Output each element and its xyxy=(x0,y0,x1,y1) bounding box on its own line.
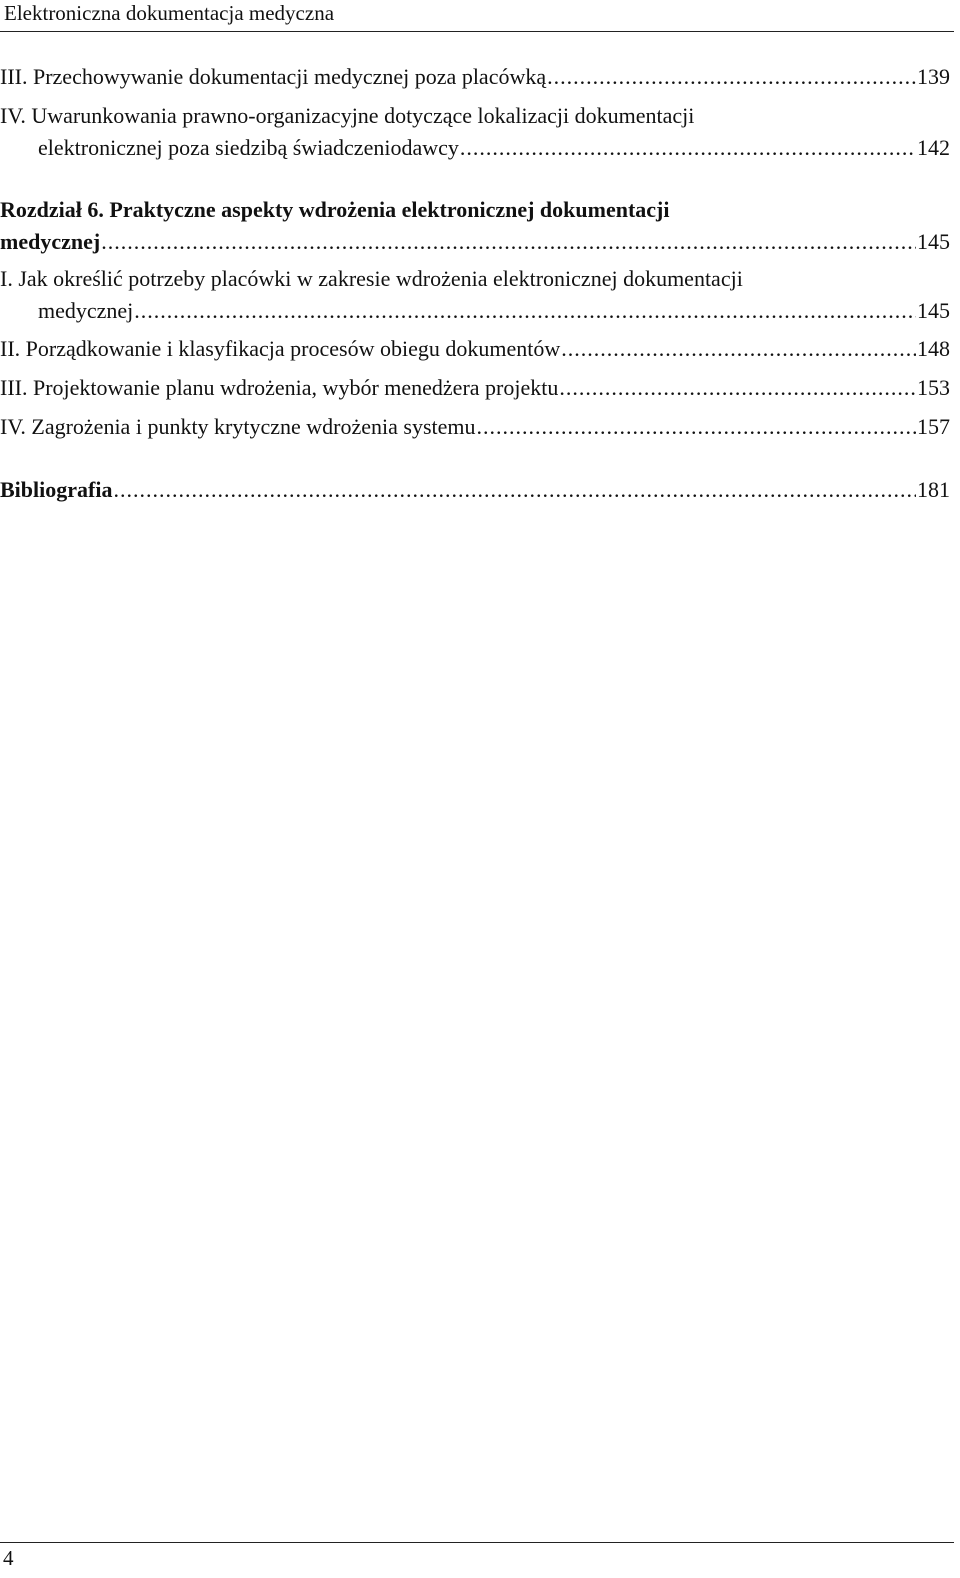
toc-entry-title: Porządkowanie i klasyfikacja procesów obiegu dokumentów xyxy=(25,336,561,361)
toc-chapter[interactable] xyxy=(0,195,950,225)
toc-chapter-title-line1: Rozdział 6. Praktyczne aspekty wdrożenia elektronicznej dokumentacji xyxy=(0,197,670,222)
toc-entry[interactable] xyxy=(0,412,950,442)
toc-entry[interactable] xyxy=(0,373,950,403)
toc-chapter-continuation[interactable] xyxy=(0,227,950,257)
dot-leader xyxy=(561,334,916,364)
toc-entry-page: 153 xyxy=(917,375,950,400)
toc-entry-title: Zagrożenia i punkty krytyczne wdrożenia systemu xyxy=(31,414,476,439)
header-rule xyxy=(0,31,954,32)
footer-rule xyxy=(0,1542,954,1543)
toc-entry-number: IV. xyxy=(0,414,26,439)
toc-entry-continuation[interactable] xyxy=(0,133,950,163)
toc-entry-page: 145 xyxy=(917,229,950,254)
dot-leader xyxy=(134,296,916,326)
toc-entry-page: 157 xyxy=(917,414,950,439)
toc-entry-page: 142 xyxy=(917,135,950,160)
toc-entry-number: II. xyxy=(0,336,21,361)
toc-entry-title-line1: Uwarunkowania prawno-organizacyjne dotyczące lokalizacji dokumentacji xyxy=(31,103,695,128)
toc-entry-number: III. xyxy=(0,64,28,89)
toc-entry-page: 148 xyxy=(917,336,950,361)
toc-entry-number: I. xyxy=(0,266,13,291)
dot-leader xyxy=(113,475,916,505)
page-number: 4 xyxy=(3,1546,14,1570)
dot-leader xyxy=(460,133,916,163)
toc-entry-number: III. xyxy=(0,375,28,400)
toc-entry-page: 145 xyxy=(917,298,950,323)
toc-entry-continuation[interactable] xyxy=(0,296,950,326)
toc-entry-title-line1: Jak określić potrzeby placówki w zakresie wdrożenia elektronicznej dokumentacji xyxy=(18,266,743,291)
toc-chapter-title: Bibliografia xyxy=(0,477,113,502)
dot-leader xyxy=(547,62,916,92)
toc-entry-title: Przechowywanie dokumentacji medycznej poza placówką xyxy=(32,64,547,89)
toc-entry-number: IV. xyxy=(0,103,26,128)
dot-leader xyxy=(559,373,916,403)
toc-entry-title-line2: medycznej xyxy=(38,298,134,323)
toc-entry[interactable] xyxy=(0,101,950,131)
dot-leader xyxy=(101,227,916,257)
toc-entry[interactable] xyxy=(0,264,950,294)
toc-entry[interactable] xyxy=(0,62,950,92)
toc-entry-title: Projektowanie planu wdrożenia, wybór menedżera projektu xyxy=(32,375,559,400)
toc-entry-page: 181 xyxy=(917,477,950,502)
toc-chapter-title-line2: medycznej xyxy=(0,229,101,254)
dot-leader xyxy=(477,412,916,442)
running-header: Elektroniczna dokumentacja medyczna xyxy=(4,1,335,25)
toc-entry-page: 139 xyxy=(917,64,950,89)
toc-entry[interactable] xyxy=(0,334,950,364)
toc-chapter[interactable] xyxy=(0,475,950,505)
toc-entry-title-line2: elektronicznej poza siedzibą świadczeniodawcy xyxy=(38,135,459,160)
